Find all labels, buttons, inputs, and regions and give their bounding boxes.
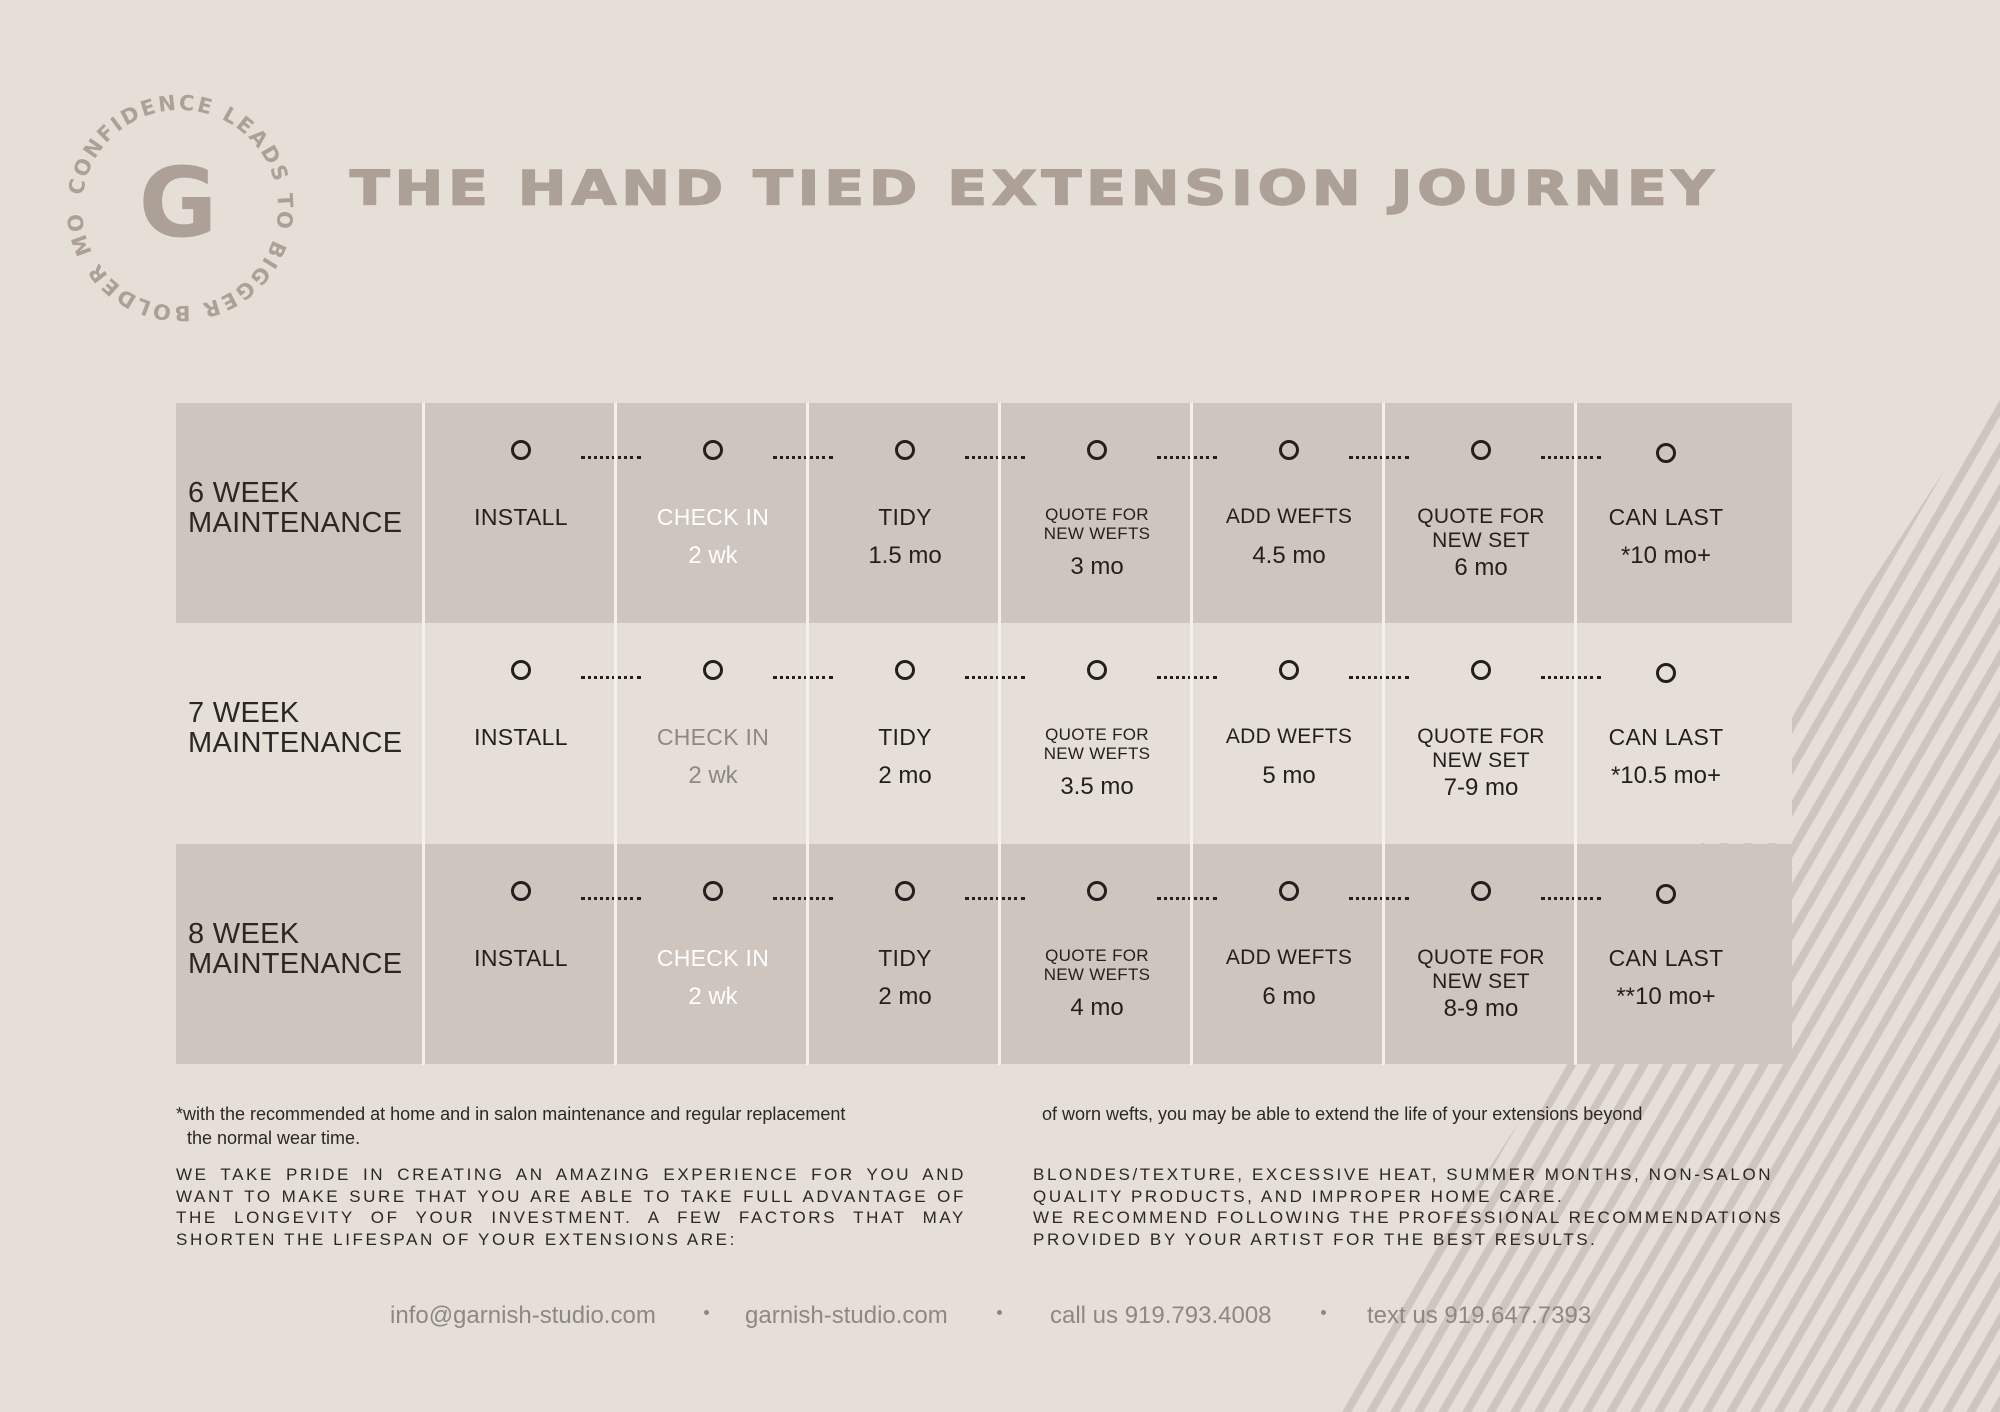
timeline-step	[1571, 505, 1761, 569]
timeline-connector	[773, 676, 833, 679]
step-label: NEW WEFTS	[1043, 524, 1151, 543]
timeline-connector	[1349, 456, 1409, 459]
timeline-node-icon	[895, 881, 915, 901]
separator-bullet	[1321, 1310, 1326, 1315]
page-title: THE HAND TIED EXTENSION JOURNEY	[350, 160, 1719, 216]
timeline-node-icon	[1087, 881, 1107, 901]
timeline-connector	[1541, 676, 1601, 679]
stripe-line	[1924, 0, 2000, 1412]
paragraph-line: BLONDES/TEXTURE, EXCESSIVE HEAT, SUMMER MONTHS, NON-SALON	[1033, 1165, 1774, 1184]
timeline-connector	[965, 897, 1025, 900]
timeline-node-icon	[1279, 440, 1299, 460]
timeline-step	[810, 946, 1000, 1010]
timeline-node-icon	[703, 440, 723, 460]
step-label: CAN LAST	[1608, 724, 1724, 750]
separator-bullet	[997, 1310, 1002, 1315]
timeline-step	[810, 725, 1000, 789]
step-value: 5 mo	[1262, 762, 1316, 789]
timeline-connector	[1349, 676, 1409, 679]
row-label-line: 7 WEEK	[188, 697, 300, 729]
timeline-connector	[1541, 897, 1601, 900]
step-label: ADD WEFTS	[1225, 946, 1353, 969]
timeline-node-icon	[1471, 660, 1491, 680]
contact-website[interactable]: garnish-studio.com	[745, 1302, 948, 1329]
step-value: 2 mo	[878, 983, 932, 1010]
step-value: 6 mo	[1454, 554, 1508, 581]
timeline-node-icon	[1279, 881, 1299, 901]
contact-call[interactable]: call us 919.793.4008	[1050, 1302, 1272, 1329]
step-label: QUOTE FOR	[1417, 725, 1545, 748]
timeline-connector	[965, 676, 1025, 679]
timeline-node-icon	[1656, 884, 1676, 904]
step-value: 1.5 mo	[868, 542, 942, 569]
row-label-line: 6 WEEK	[188, 477, 300, 509]
step-label: INSTALL	[474, 504, 568, 530]
timeline-step	[810, 505, 1000, 569]
timeline-node-icon	[895, 660, 915, 680]
timeline-connector	[965, 456, 1025, 459]
step-label: ADD WEFTS	[1225, 725, 1353, 748]
timeline-node-icon	[1279, 660, 1299, 680]
timeline-node-icon	[1656, 443, 1676, 463]
step-value: 3 mo	[1070, 553, 1124, 580]
timeline-step	[1571, 946, 1761, 1010]
step-label: CAN LAST	[1608, 504, 1724, 530]
timeline-node-icon	[511, 440, 531, 460]
row-label-line: MAINTENANCE	[188, 507, 403, 539]
step-value: 4.5 mo	[1252, 542, 1326, 569]
step-label: NEW SET	[1432, 529, 1530, 552]
timeline-step	[618, 505, 808, 569]
step-label: INSTALL	[474, 945, 568, 971]
step-label: NEW WEFTS	[1043, 744, 1151, 763]
footnote-line: the normal wear time.	[187, 1128, 361, 1148]
timeline-node-icon	[1471, 881, 1491, 901]
journey-table	[176, 403, 1792, 1065]
step-label: INSTALL	[474, 724, 568, 750]
footnote-line: *with the recommended at home and in salon maintenance and regular replacement	[176, 1104, 846, 1124]
paragraph-line: WE RECOMMEND FOLLOWING THE PROFESSIONAL RECOMMENDATIONS	[1033, 1208, 1784, 1227]
column-divider	[1382, 403, 1385, 1065]
timeline-connector	[581, 897, 641, 900]
step-label: NEW SET	[1432, 970, 1530, 993]
step-label: TIDY	[878, 724, 932, 750]
contact-text[interactable]: text us 919.647.7393	[1367, 1302, 1592, 1329]
step-value: 2 mo	[878, 762, 932, 789]
row-label-line: MAINTENANCE	[188, 727, 403, 759]
step-label: CHECK IN	[656, 724, 770, 750]
step-label: QUOTE FOR	[1045, 725, 1149, 744]
step-value: **10 mo+	[1616, 983, 1716, 1010]
step-value: *10 mo+	[1620, 542, 1712, 569]
timeline-connector	[1541, 456, 1601, 459]
step-value: 2 wk	[688, 542, 738, 569]
step-label: QUOTE FOR	[1045, 505, 1149, 524]
column-divider	[422, 403, 425, 1065]
step-value: *10.5 mo+	[1610, 762, 1722, 789]
footnote-right: of worn wefts, you may be able to extend the life of your extensions beyond	[1042, 1104, 1643, 1124]
timeline-connector	[773, 897, 833, 900]
timeline-step	[1194, 946, 1384, 1010]
step-label: TIDY	[878, 945, 932, 971]
step-label: NEW WEFTS	[1043, 965, 1151, 984]
timeline-connector	[1157, 456, 1217, 459]
step-label: NEW SET	[1432, 749, 1530, 772]
timeline-step	[1002, 946, 1192, 1021]
timeline-node-icon	[895, 440, 915, 460]
row-label	[188, 698, 418, 758]
timeline-node-icon	[1087, 660, 1107, 680]
timeline-connector	[581, 676, 641, 679]
step-label: CHECK IN	[656, 945, 770, 971]
column-divider	[806, 403, 809, 1065]
timeline-node-icon	[703, 660, 723, 680]
timeline-step	[1194, 725, 1384, 789]
step-label: QUOTE FOR	[1417, 946, 1545, 969]
timeline-node-icon	[511, 660, 531, 680]
column-divider	[1574, 403, 1577, 1065]
timeline-node-icon	[1656, 663, 1676, 683]
paragraph-line: QUALITY PRODUCTS, AND IMPROPER HOME CARE.	[1033, 1186, 1565, 1206]
column-divider	[998, 403, 1001, 1065]
paragraph-line: PROVIDED BY YOUR ARTIST FOR THE BEST RESULTS.	[1033, 1229, 1598, 1249]
step-label: CAN LAST	[1608, 945, 1724, 971]
timeline-node-icon	[511, 881, 531, 901]
timeline-step	[426, 505, 616, 529]
timeline-step	[1194, 505, 1384, 569]
logo-letter: G	[138, 147, 218, 259]
step-value: 8-9 mo	[1443, 995, 1519, 1022]
step-value: 2 wk	[688, 983, 738, 1010]
timeline-connector	[1349, 897, 1409, 900]
timeline-step	[1002, 725, 1192, 800]
step-label: CHECK IN	[656, 504, 770, 530]
brand-logo	[60, 88, 300, 328]
timeline-connector	[773, 456, 833, 459]
timeline-node-icon	[703, 881, 723, 901]
paragraph-left: WE TAKE PRIDE IN CREATING AN AMAZING EXPERIENCE FOR YOU AND WANT TO MAKE SURE THAT YOU ARE ABLE TO TAKE FULL ADVANTAGE OF THE LONGEVITY OF YOUR INVESTMENT. A FEW FACTORS THAT MAY SHORTEN THE LIFESPAN OF YOUR EXTENSIONS ARE:	[176, 1165, 966, 1249]
step-value: 3.5 mo	[1060, 773, 1134, 800]
timeline-connector	[581, 456, 641, 459]
timeline-node-icon	[1471, 440, 1491, 460]
row-label-line: 8 WEEK	[188, 918, 300, 950]
timeline-step	[618, 725, 808, 789]
timeline-step	[1386, 946, 1576, 1022]
row-label-line: MAINTENANCE	[188, 948, 403, 980]
timeline-step	[1571, 725, 1761, 789]
step-label: QUOTE FOR	[1417, 505, 1545, 528]
step-label: QUOTE FOR	[1045, 946, 1149, 965]
timeline-step	[1002, 505, 1192, 580]
timeline-node-icon	[1087, 440, 1107, 460]
timeline-step	[1386, 725, 1576, 801]
timeline-connector	[1157, 897, 1217, 900]
column-divider	[1190, 403, 1193, 1065]
step-label: TIDY	[878, 504, 932, 530]
separator-bullet	[704, 1310, 709, 1315]
row-label	[188, 478, 418, 538]
paragraph-right	[1033, 1164, 1793, 1250]
logo-ring-text: CONFIDENCE LEADS TO BIGGER BOLDER MO	[62, 90, 298, 326]
timeline-step	[426, 946, 616, 970]
row-label	[188, 919, 418, 979]
step-value: 2 wk	[688, 762, 738, 789]
timeline-step	[1386, 505, 1576, 581]
step-label: ADD WEFTS	[1225, 505, 1353, 528]
footnote-left	[176, 1102, 845, 1150]
step-value: 7-9 mo	[1443, 774, 1519, 801]
column-divider	[614, 403, 617, 1065]
step-value: 4 mo	[1070, 994, 1124, 1021]
timeline-connector	[1157, 676, 1217, 679]
step-value: 6 mo	[1262, 983, 1316, 1010]
contact-email[interactable]: info@garnish-studio.com	[390, 1302, 656, 1329]
timeline-step	[426, 725, 616, 749]
timeline-step	[618, 946, 808, 1010]
